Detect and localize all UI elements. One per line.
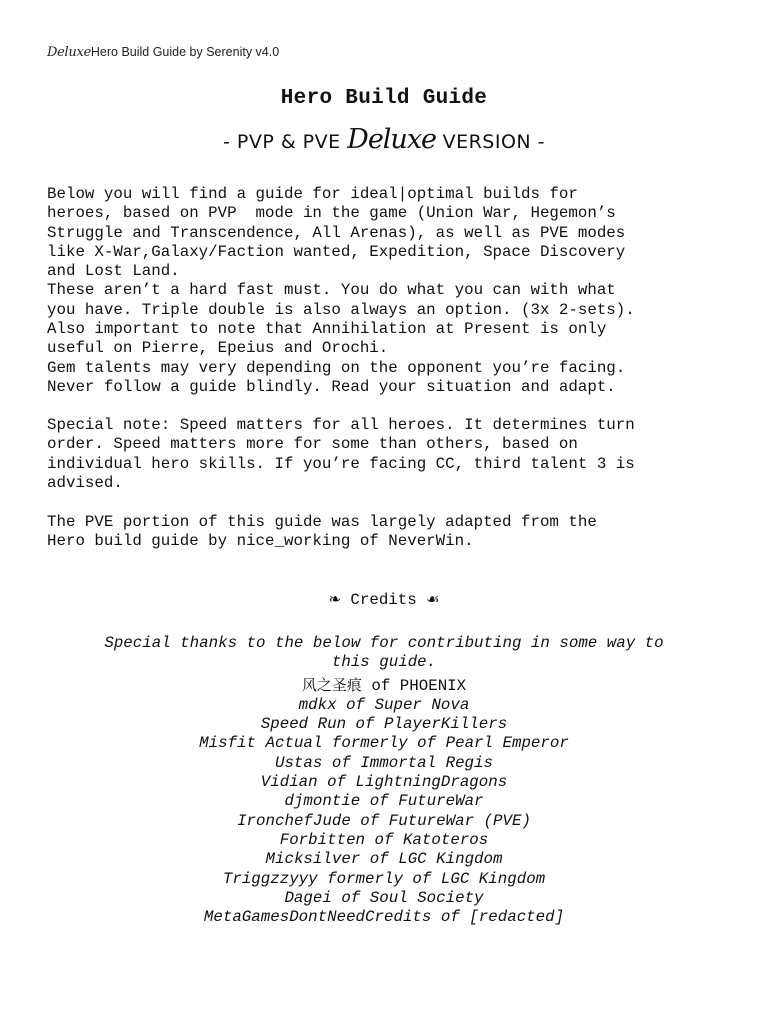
credit-entry: Misfit Actual formerly of Pearl Emperor	[199, 734, 569, 753]
pve-note-paragraph	[47, 513, 747, 552]
credit-entry: mdkx of Super Nova	[298, 695, 470, 714]
thanks-line: Special thanks to the below for contributing in some way to	[104, 634, 664, 652]
credit-entry: Micksilver of LGC Kingdom	[265, 850, 503, 869]
pve-note-line: Hero build guide by nice_working of NeverWin.	[47, 532, 474, 551]
credits-heading	[0, 590, 768, 610]
intro-line: and Lost Land.	[47, 262, 180, 281]
credit-entry: Forbitten of Katoteros	[279, 830, 489, 849]
credit-entry: Ustas of Immortal Regis	[274, 753, 494, 772]
intro-line: These aren’t a hard fast must. You do what you can with what	[47, 281, 616, 300]
thanks-line: this guide.	[331, 653, 437, 672]
credit-entry: IronchefJude of FutureWar (PVE)	[237, 811, 531, 830]
floral-ornament-left-icon: ❧	[328, 590, 341, 608]
intro-line: Gem talents may very depending on the opponent you’re facing.	[47, 358, 626, 377]
floral-ornament-right-icon: ☙	[426, 590, 440, 608]
page-header	[47, 45, 279, 60]
document-subtitle	[0, 124, 768, 155]
special-note-line: Special note: Speed matters for all heroes. It determines turn	[47, 416, 635, 434]
subtitle-suffix: VERSION -	[436, 131, 546, 153]
header-text: Hero Build Guide by Serenity v4.0	[90, 45, 280, 59]
special-note-line: advised.	[47, 473, 123, 492]
intro-line: useful on Pierre, Epeius and Orochi.	[47, 339, 389, 358]
intro-line: Struggle and Transcendence, All Arenas), as well as PVE modes	[47, 223, 626, 242]
document-title: Hero Build Guide	[280, 87, 488, 110]
credit-entry	[0, 676, 768, 696]
pve-note-line: The PVE portion of this guide was largely adapted from the	[47, 513, 597, 531]
credits-list	[0, 634, 768, 927]
intro-line: Also important to note that Annihilation at Present is only	[47, 320, 607, 339]
special-note-line: order. Speed matters more for some than others, based on	[47, 435, 578, 454]
credit-guild: of PHOENIX	[361, 676, 467, 695]
subtitle-prefix: - PVP & PVE	[222, 131, 348, 153]
credit-entry: Dagei of Soul Society	[284, 888, 484, 907]
credit-name-cjk: 风之圣痕	[301, 675, 362, 694]
intro-paragraph	[47, 185, 747, 397]
intro-line: heroes, based on PVP mode in the game (Union War, Hegemon’s	[47, 204, 616, 223]
credit-entry: djmontie of FutureWar	[284, 792, 484, 811]
credit-entry: Vidian of LightningDragons	[260, 773, 508, 792]
subtitle-deluxe-script: Deluxe	[347, 124, 437, 155]
intro-line: Below you will find a guide for ideal|optimal builds for	[47, 185, 578, 203]
intro-line: like X-War,Galaxy/Faction wanted, Expedition, Space Discovery	[47, 242, 626, 261]
intro-line: Never follow a guide blindly. Read your situation and adapt.	[47, 377, 616, 396]
special-note-paragraph	[47, 416, 747, 493]
credits-heading-text: Credits	[350, 591, 417, 609]
credit-entry: Triggzzyyy formerly of LGC Kingdom	[222, 869, 546, 888]
intro-line: you have. Triple double is also always an option. (3x 2-sets).	[47, 300, 635, 319]
header-deluxe-script: Deluxe	[47, 45, 91, 60]
credit-entry: MetaGamesDontNeedCredits of [redacted]	[203, 908, 565, 927]
credit-entry: Speed Run of PlayerKillers	[260, 715, 508, 734]
special-note-line: individual hero skills. If you’re facing CC, third talent 3 is	[47, 454, 635, 473]
